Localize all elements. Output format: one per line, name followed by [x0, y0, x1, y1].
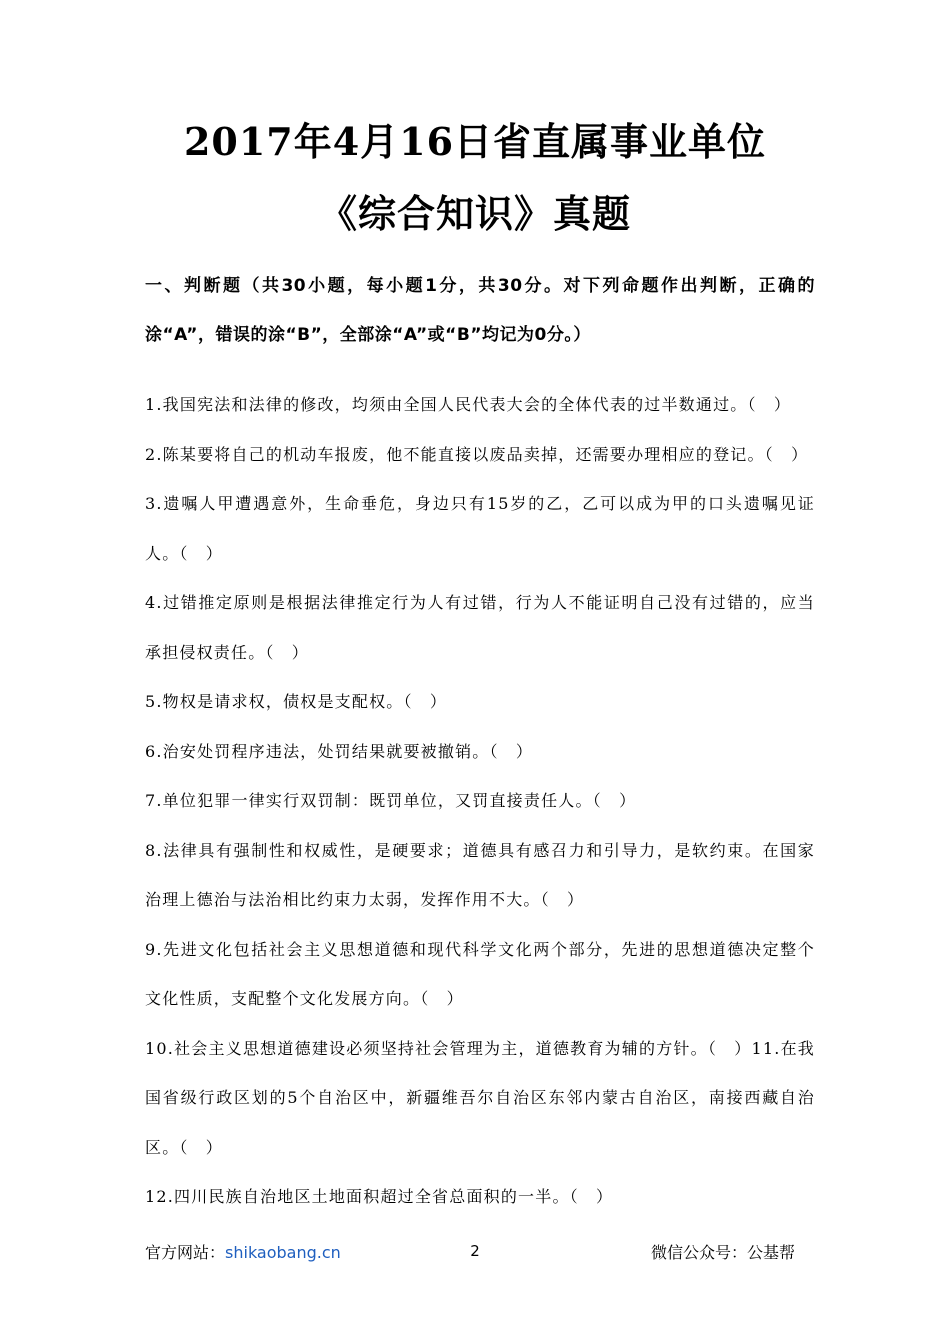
question-item-7: 7.单位犯罪一律实行双罚制：既罚单位，又罚直接责任人。（ ）	[145, 791, 637, 810]
question-item-6: 6.治安处罚程序违法，处罚结果就要被撤销。（ ）	[145, 741, 534, 761]
footer-website-link[interactable]: shikaobang.cn	[225, 1243, 341, 1262]
page-number: 2	[470, 1242, 480, 1260]
page-footer	[0, 1238, 950, 1268]
question-item-5: 5.物权是请求权，债权是支配权。（ ）	[145, 692, 448, 711]
question-item-3: 3.遗嘱人甲遭遇意外，生命垂危，身边只有15岁的乙，乙可以成为甲的口头遗嘱见证人。（ ）	[145, 494, 815, 563]
footer-wechat: 微信公众号：公基帮	[650, 1243, 795, 1262]
question-list	[145, 380, 815, 1222]
question-item-10-11: 10.社会主义思想道德建设必须坚持社会管理为主，道德教育为辅的方针。（ ）11.在我国省级行政区划的5个自治区中，新疆维吾尔自治区东邻内蒙古自治区，南接西藏自治区。（ ）	[145, 1038, 815, 1157]
footer-website-label: 官方网站：	[145, 1243, 226, 1262]
question-item-1: 1.我国宪法和法律的修改，均须由全国人民代表大会的全体代表的过半数通过。（ ）	[145, 395, 792, 414]
document-title-line-1: 2017年4月16日省直属事业单位	[183, 119, 767, 164]
section-heading: 一、判断题（共30小题，每小题1分，共30分。对下列命题作出判断，正确的涂“A”，错误的涂“B”，全部涂“A”或“B”均记为0分。）	[145, 276, 815, 345]
question-item-2: 2.陈某要将自己的机动车报废，他不能直接以废品卖掉，还需要办理相应的登记。（ ）	[145, 444, 809, 464]
question-item-12: 12.四川民族自治地区土地面积超过全省总面积的一半。（ ）	[145, 1187, 614, 1206]
question-item-9: 9.先进文化包括社会主义思想道德和现代科学文化两个部分，先进的思想道德决定整个文化性质，支配整个文化发展方向。（ ）	[145, 939, 815, 1008]
question-item-4: 4.过错推定原则是根据法律推定行为人有过错，行为人不能证明自己没有过错的，应当承担侵权责任。（ ）	[145, 593, 815, 662]
document-title-line-2: 《综合知识》真题	[318, 191, 631, 236]
question-item-8: 8.法律具有强制性和权威性，是硬要求；道德具有感召力和引导力，是软约束。在国家治理上德治与法治相比约束力太弱，发挥作用不大。（ ）	[145, 840, 815, 909]
